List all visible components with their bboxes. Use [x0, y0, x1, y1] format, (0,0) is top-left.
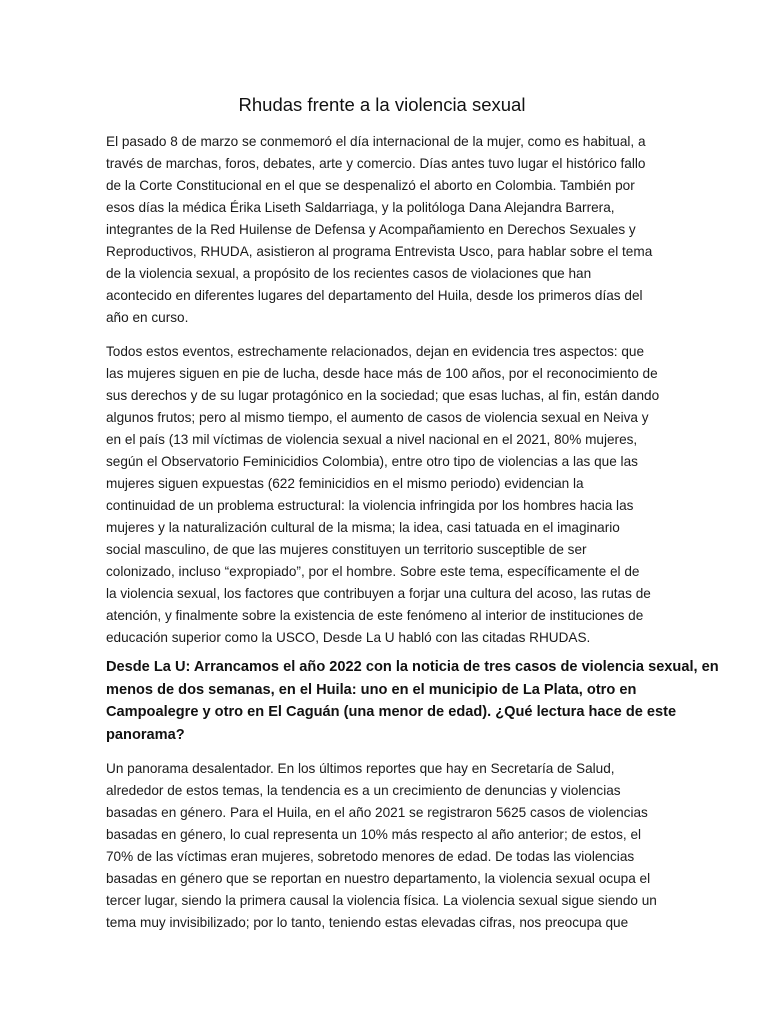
paragraph-intro	[106, 131, 658, 329]
text-line: educación superior como la USCO, Desde La U habló con las citadas RHUDAS.	[106, 630, 591, 645]
text-line: según el Observatorio Feminicidios Colombia), entre otro tipo de violencias a las que las	[106, 454, 638, 469]
text-line: las mujeres siguen en pie de lucha, desde hace más de 100 años, por el reconocimiento de	[106, 366, 658, 381]
text-line: integrantes de la Red Huilense de Defensa y Acompañamiento en Derechos Sexuales y	[106, 222, 636, 237]
text-line: basadas en género que se reportan en nuestro departamento, la violencia sexual ocupa el	[106, 871, 651, 886]
text-line: tema muy invisibilizado; por lo tanto, teniendo estas elevadas cifras, nos preocupa que	[106, 915, 629, 930]
text-line: Desde La U: Arrancamos el año 2022 con la noticia de tres casos de violencia sexual, en	[106, 659, 719, 675]
text-line: algunos frutos; pero al mismo tiempo, el aumento de casos de violencia sexual en Neiva y	[106, 410, 649, 425]
interview-answer	[106, 758, 658, 934]
text-line: acontecido en diferentes lugares del departamento del Huila, desde los primeros días del	[106, 288, 643, 303]
text-line: sus derechos y de su lugar protagónico en la sociedad; que esas luchas, al fin, están dando	[106, 388, 660, 403]
text-line: través de marchas, foros, debates, arte y comercio. Días antes tuvo lugar el histórico fallo	[106, 156, 646, 171]
text-line: Todos estos eventos, estrechamente relacionados, dejan en evidencia tres aspectos: que	[106, 344, 645, 359]
text-line: El pasado 8 de marzo se conmemoró el día internacional de la mujer, como es habitual, a	[106, 134, 646, 149]
text-line: atención, y finalmente sobre la existencia de este fenómeno al interior de instituciones de	[106, 608, 644, 623]
text-line: mujeres y la naturalización cultural de la misma; la idea, casi tatuada en el imaginario	[106, 520, 620, 535]
text-line: de la Corte Constitucional en el que se despenalizó el aborto en Colombia. También por	[106, 178, 635, 193]
text-line: tercer lugar, siendo la primera causal la violencia física. La violencia sexual sigue siendo un	[106, 893, 657, 908]
paragraph-context	[106, 341, 658, 649]
text-line: la violencia sexual, los factores que contribuyen a forjar una cultura del acoso, las rutas de	[106, 586, 651, 601]
text-line: alrededor de estos temas, la tendencia es a un crecimiento de denuncias y violencias	[106, 783, 621, 798]
text-line: social masculino, de que las mujeres constituyen un territorio susceptible de ser	[106, 542, 587, 557]
text-line: panorama?	[106, 726, 185, 743]
text-line: mujeres siguen expuestas (622 feminicidios en el mismo periodo) evidencian la	[106, 476, 584, 491]
text-line: Reproductivos, RHUDA, asistieron al programa Entrevista Usco, para hablar sobre el tema	[106, 244, 653, 259]
document-title: Rhudas frente a la violencia sexual	[238, 94, 526, 115]
text-line: colonizado, incluso “expropiado”, por el hombre. Sobre este tema, específicamente el de	[106, 564, 640, 579]
text-line: continuidad de un problema estructural: la violencia infringida por los hombres hacia las	[106, 498, 634, 513]
text-line: 70% de las víctimas eran mujeres, sobretodo menores de edad. De todas las violencias	[106, 849, 635, 864]
text-line: esos días la médica Érika Liseth Saldarriaga, y la politóloga Dana Alejandra Barrera,	[106, 200, 615, 215]
text-line: Campoalegre y otro en El Caguán (una menor de edad). ¿Qué lectura hace de este	[106, 704, 677, 720]
text-line: de la violencia sexual, a propósito de los recientes casos de violaciones que han	[106, 266, 592, 281]
text-line: basadas en género. Para el Huila, en el año 2021 se registraron 5625 casos de violencias	[106, 805, 648, 820]
text-line: en el país (13 mil víctimas de violencia sexual a nivel nacional en el 2021, 80% mujeres,	[106, 432, 638, 447]
text-line: basadas en género, lo cual representa un 10% más respecto al año anterior; de estos, el	[106, 827, 642, 842]
text-line: Un panorama desalentador. En los últimos reportes que hay en Secretaría de Salud,	[106, 761, 615, 776]
interview-question	[106, 656, 719, 746]
text-line: año en curso.	[106, 310, 189, 325]
text-line: menos de dos semanas, en el Huila: uno en el municipio de La Plata, otro en	[106, 681, 637, 698]
